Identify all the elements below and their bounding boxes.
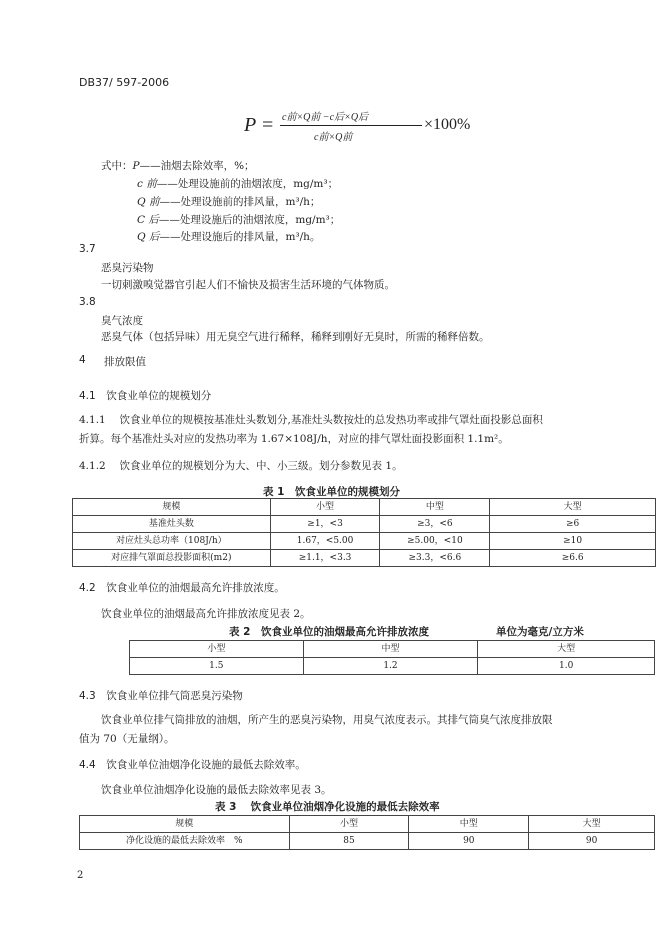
- section-4-4-body: 饮食业单位油烟净化设施的最低去除效率见表 3。: [101, 784, 332, 796]
- table-header-cell: 中型: [303, 641, 478, 658]
- section-4-number: 4: [79, 354, 86, 366]
- table-header-row: [73, 499, 656, 516]
- table-2: [129, 640, 655, 675]
- legend-item: [137, 229, 320, 244]
- table-3: [79, 815, 655, 850]
- legend-symbol: Q 前: [137, 196, 160, 208]
- section-4-1-title: 4.1 饮食业单位的规模划分: [79, 390, 212, 402]
- table-header-cell: 大型: [478, 641, 655, 658]
- table-row: [130, 658, 655, 675]
- table-cell: ≥6: [490, 516, 656, 533]
- table-header-cell: 中型: [380, 499, 490, 516]
- table-cell: ≥3.3，<6.6: [380, 550, 490, 567]
- table-header-cell: 大型: [490, 499, 656, 516]
- table-header-cell: 小型: [130, 641, 304, 658]
- table-cell: 90: [409, 833, 529, 850]
- legend-symbol: C 后: [137, 214, 159, 226]
- table-cell: ≥5.00，<10: [380, 533, 490, 550]
- clause-4-1-1-line1: 4.1.1 饮食业单位的规模按基准灶头数划分,基准灶头数按灶的总发热功率或排气罩灶面投影总面积: [79, 414, 543, 426]
- table-header-cell: 大型: [529, 816, 655, 833]
- table-row: [80, 833, 655, 850]
- legend-text: ——处理设施后的排风量，m³/h。: [159, 231, 321, 243]
- legend-text: ——油烟去除效率，%；: [139, 160, 255, 172]
- section-4-2-title: 4.2 饮食业单位的油烟最高允许排放浓度。: [79, 582, 285, 594]
- term-definition-3-7: 一切刺激嗅觉器官引起人们不愉快及损害生活环境的气体物质。: [101, 279, 395, 291]
- table-cell: ≥1.1，<3.3: [270, 550, 380, 567]
- formula-numerator: c前×Q前 −c后×Q后: [282, 112, 369, 123]
- legend-item: [137, 176, 338, 191]
- legend-intro: 式中：P——油烟去除效率，%；: [101, 160, 255, 172]
- table-cell: 对应排气罩面总投影面积(m2): [73, 550, 271, 567]
- table-cell: 1.5: [130, 658, 304, 675]
- table-header-cell: 中型: [409, 816, 529, 833]
- table-cell: 基准灶头数: [73, 516, 271, 533]
- term-title-3-8: 臭气浓度: [101, 315, 143, 327]
- formula-multiplier: ×100%: [424, 116, 471, 133]
- legend-text: ——处理设施前的油烟浓度，mg/m³；: [156, 178, 339, 190]
- table-cell: ≥1，<3: [270, 516, 380, 533]
- table-header-row: [80, 816, 655, 833]
- section-4-3-body-line1: 饮食业单位排气筒排放的油烟，所产生的恶臭污染物，用臭气浓度表示。其排气筒臭气浓度排放限: [101, 714, 553, 726]
- term-definition-3-8: 恶臭气体（包括异味）用无臭空气进行稀释，稀释到刚好无臭时，所需的稀释倍数。: [101, 331, 490, 343]
- section-4-4-title: 4.4 饮食业单位油烟净化设施的最低去除效率。: [79, 759, 306, 771]
- legend-item: [137, 212, 340, 227]
- legend-text: ——处理设施前的排风量，m³/h；: [159, 196, 321, 208]
- table-header-cell: 小型: [289, 816, 409, 833]
- table-row: [73, 516, 656, 533]
- table-1-caption: 表 1 饮食业单位的规模划分: [263, 486, 400, 498]
- fraction-bar: [280, 125, 422, 126]
- table-2-caption: 表 2 饮食业单位的油烟最高允许排放浓度: [229, 626, 429, 638]
- legend-symbol: P: [132, 160, 140, 172]
- table-2-unit: 单位为毫克/立方米: [496, 626, 584, 638]
- section-4-3-title: 4.3 饮食业单位排气筒恶臭污染物: [79, 690, 243, 702]
- section-number-3-8: 3.8: [79, 296, 96, 308]
- legend-symbol: c 前: [137, 178, 157, 190]
- table-cell: 净化设施的最低去除效率 %: [80, 833, 290, 850]
- table-row: [73, 550, 656, 567]
- table-row: [73, 533, 656, 550]
- formula-lhs: P: [244, 114, 257, 136]
- page-number: 2: [77, 870, 84, 881]
- clause-4-1-2: 4.1.2 饮食业单位的规模划分为大、中、小三级。划分参数见表 1。: [79, 460, 403, 472]
- table-cell: 1.2: [303, 658, 478, 675]
- clause-4-1-1-line2: 折算。每个基准灶头对应的发热功率为 1.67×108J/h，对应的排气罩灶面投影面积 1.1m²。: [79, 433, 509, 445]
- legend-item: [137, 194, 320, 209]
- term-title-3-7: 恶臭污染物: [101, 262, 154, 274]
- table-header-cell: 小型: [270, 499, 380, 516]
- table-cell: 85: [289, 833, 409, 850]
- formula-equals: =: [262, 114, 274, 136]
- legend-text: ——处理设施后的油烟浓度，mg/m³；: [158, 214, 341, 226]
- section-4-3-body-line2: 值为 70（无量纲）。: [79, 733, 175, 745]
- section-4-2-body: 饮食业单位的油烟最高允许排放浓度见表 2。: [101, 608, 311, 620]
- table-cell: 1.67，<5.00: [270, 533, 380, 550]
- table-cell: ≥6.6: [490, 550, 656, 567]
- table-header-row: [130, 641, 655, 658]
- document-code: DB37/ 597-2006: [79, 76, 170, 89]
- table-cell: 90: [529, 833, 655, 850]
- table-cell: ≥3，<6: [380, 516, 490, 533]
- table-cell: 对应灶头总功率（108J/h）: [73, 533, 271, 550]
- table-cell: 1.0: [478, 658, 655, 675]
- formula-denominator: c前×Q前: [314, 132, 353, 143]
- table-header-cell: 规模: [73, 499, 271, 516]
- legend-symbol: Q 后: [137, 231, 160, 243]
- section-4-title: 排放限值: [104, 356, 146, 368]
- table-cell: ≥10: [490, 533, 656, 550]
- section-number-3-7: 3.7: [79, 243, 96, 255]
- table-3-caption: 表 3 饮食业单位油烟净化设施的最低去除效率: [215, 801, 440, 813]
- table-1: [72, 498, 656, 567]
- table-header-cell: 规模: [80, 816, 290, 833]
